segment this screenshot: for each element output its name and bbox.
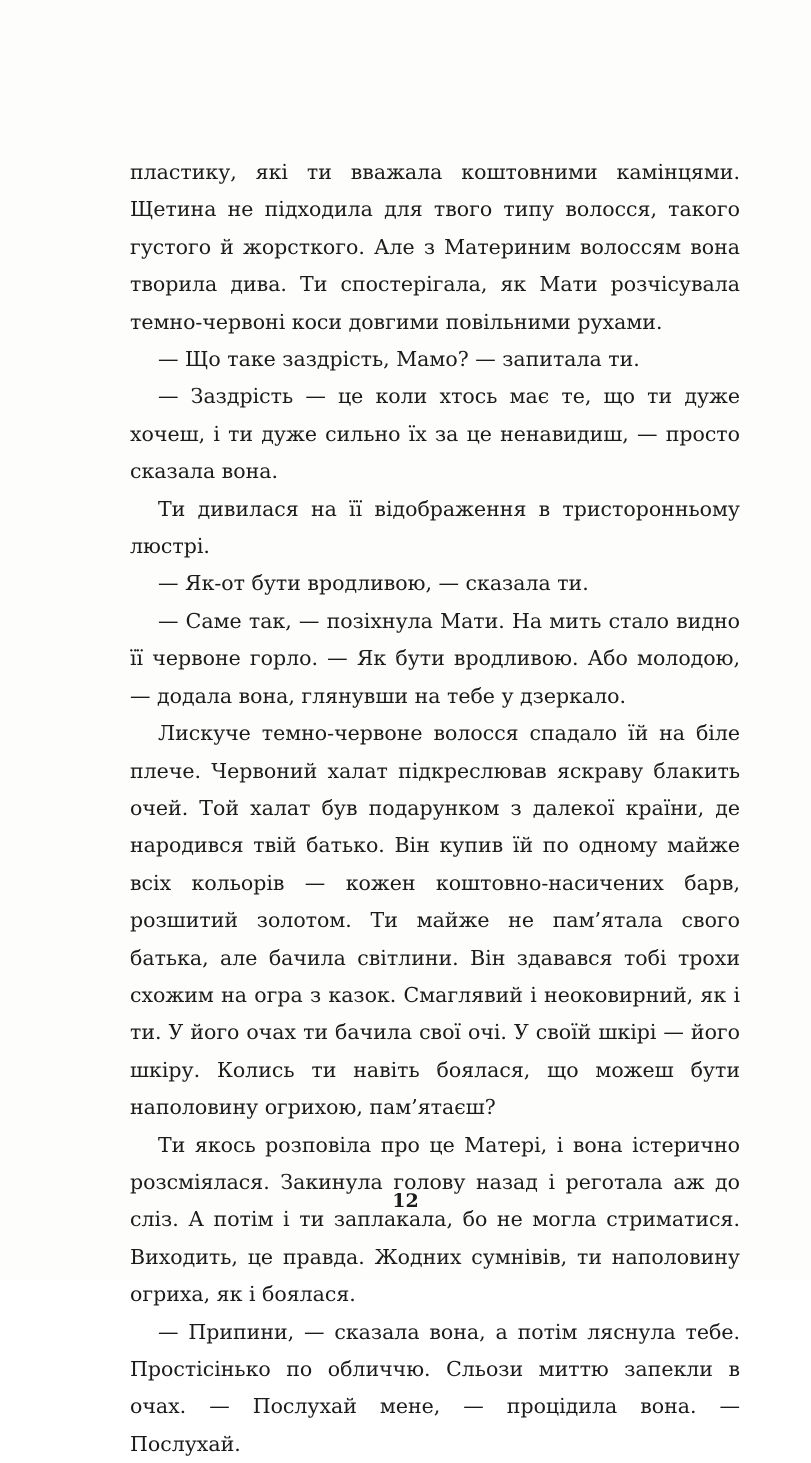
page-number: 12 <box>392 1190 419 1212</box>
paragraph: Ти дивилася на її відображення в тристоронньому люстрі. <box>130 496 740 559</box>
paragraph: Ти якось розповіла про це Матері, і вона істерично розсміялася. Закинула голову назад і реготала аж до сліз. А потім і ти заплакала, бо не могла стриматися. Виходить, це правда. Жодних сумнівів, ти наполовину огриха, як і боялася. <box>130 1132 740 1307</box>
paragraph: — Припини, — сказала вона, а потім ляснула тебе. Простісінько по обличчю. Сльози миттю запекли в очах. — Послухай мене, — процідила вона. — Послухай. <box>130 1319 740 1456</box>
paragraph: — Саме так, — позіхнула Мати. На мить стало видно її червоне горло. — Як бути вродливою. Або молодою, — додала вона, глянувши на тебе у дзеркало. <box>130 608 740 708</box>
paragraph: Лискуче темно-червоне волосся спадало їй на біле плече. Червоний халат підкреслював яскраву блакить очей. Той халат був подарунком з далекої країни, де народився твій батько. Він купив їй по одному майже всіх кольорів — кожен коштовно-насичених барв, розшитий золотом. Ти майже не пам’ятала свого батька, але бачила світлини. Він здавався тобі трохи схожим на огра з казок. Смаглявий і неоковирний, як і ти. У його очах ти бачила свої очі. У своїй шкірі — його шкіру. Колись ти навіть боялася, що можеш бути наполовину огрихою, пам’ятаєш? <box>130 721 740 1120</box>
paragraph: — Як-от бути вродливою, — сказала ти. <box>158 571 589 596</box>
paragraph: — Заздрість — це коли хтось має те, що ти дуже хочеш, і ти дуже сильно їх за це ненавидиш, — просто сказала вона. <box>130 384 740 484</box>
body-text <box>130 154 740 1463</box>
paragraph: — Що таке заздрість, Мамо? — запитала ти. <box>158 347 640 372</box>
paragraph: пластику, які ти вважала коштовними камінцями. Щетина не підходила для твого типу волосся, такого густого й жорсткого. Але з Материним волоссям вона творила дива. Ти спостерігала, як Мати розчісувала темно-червоні коси довгими повільними рухами. <box>130 160 740 334</box>
